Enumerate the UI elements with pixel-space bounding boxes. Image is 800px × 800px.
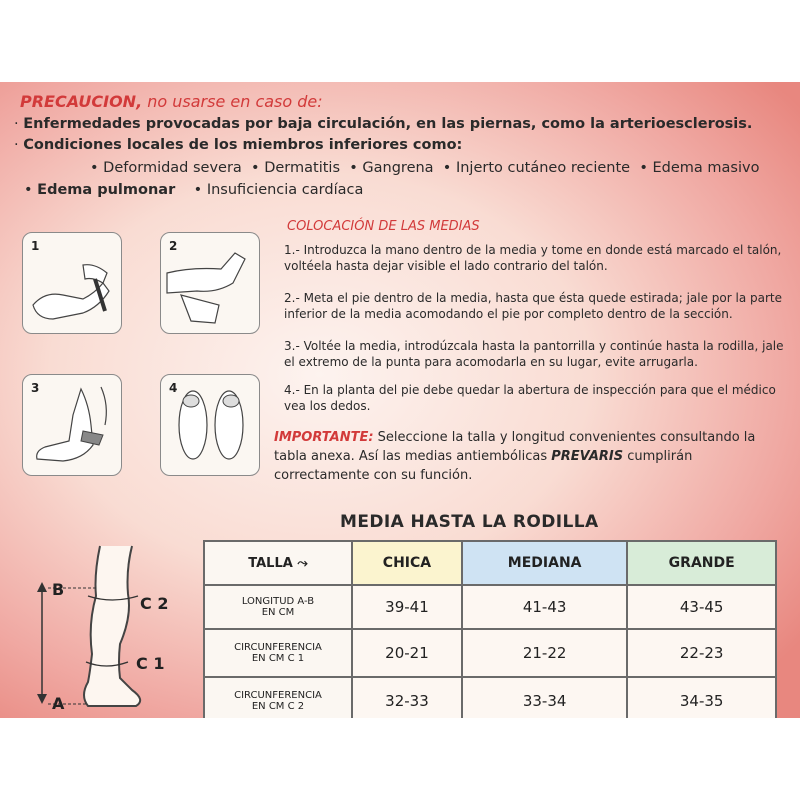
condition-item: Injerto cutáneo reciente bbox=[455, 160, 631, 176]
table-row bbox=[204, 585, 776, 629]
conditions-row-2: • Edema pulmonar • Insuficiencia cardíaca bbox=[24, 182, 364, 198]
table-cell: 34-35 bbox=[627, 677, 776, 718]
table-cell: 41-43 bbox=[462, 585, 627, 629]
leg-point-b: B bbox=[52, 580, 65, 599]
row-label: CIRCUNFERENCIA EN CM C 1 bbox=[204, 629, 352, 677]
panel-number: 2 bbox=[169, 239, 178, 253]
placement-heading: COLOCACIÓN DE LAS MEDIAS bbox=[287, 219, 480, 234]
table-cell: 20-21 bbox=[352, 629, 462, 677]
placement-step-4: 4.- En la planta del pie debe quedar la abertura de inspección para que el médico vea los dedos. bbox=[284, 383, 776, 413]
row-label: LONGITUD A-B EN CM bbox=[204, 585, 352, 629]
package-insert bbox=[0, 82, 800, 718]
leg-measurement-diagram bbox=[28, 544, 188, 718]
table-cell: 32-33 bbox=[352, 677, 462, 718]
size-header-mediana: MEDIANA bbox=[462, 541, 627, 585]
leg-c2-label: C 2 bbox=[140, 594, 169, 613]
size-table-title: MEDIA HASTA LA RODILLA bbox=[340, 512, 599, 532]
table-cell: 22-23 bbox=[627, 629, 776, 677]
table-cell: 33-34 bbox=[462, 677, 627, 718]
table-row bbox=[204, 677, 776, 718]
size-table-header-row bbox=[204, 541, 776, 585]
placement-step-3: 3.- Voltée la media, introdúzcala hasta la pantorrilla y continúe hasta la rodilla, jale el extremo de la punta para acomodarla en su lugar, evite arrugarla. bbox=[284, 339, 784, 369]
illustration-panel-3 bbox=[22, 374, 122, 476]
conditions-row-1: • Deformidad severa • Dermatitis • Gangrena • Injerto cutáneo reciente • Edema masivo bbox=[90, 160, 760, 176]
panel-number: 3 bbox=[31, 381, 40, 395]
illustration-panel-2 bbox=[160, 232, 260, 334]
important-note: IMPORTANTE: Seleccione la talla y longitud convenientes consultando la tabla anexa. Así las medias antiembólicas PREVARIS cumplirán correctamente con su función. bbox=[274, 430, 756, 483]
table-cell: 43-45 bbox=[627, 585, 776, 629]
table-cell: 39-41 bbox=[352, 585, 462, 629]
condition-item: Deformidad severa bbox=[103, 160, 242, 176]
placement-step-2: 2.- Meta el pie dentro de la media, hasta que ésta quede estirada; jale por la parte inferior de la media acomodando el pie por completo dentro de la sección. bbox=[284, 291, 782, 321]
leg-point-a: A bbox=[52, 694, 65, 713]
leg-c1-label: C 1 bbox=[136, 654, 165, 673]
panel-number: 4 bbox=[169, 381, 178, 395]
size-table bbox=[203, 540, 777, 718]
condition-item: Edema masivo bbox=[652, 160, 760, 176]
size-header-grande: GRANDE bbox=[627, 541, 776, 585]
size-header-chica: CHICA bbox=[352, 541, 462, 585]
panel-number: 1 bbox=[31, 239, 40, 253]
precaution-line-1: · Enfermedades provocadas por baja circulación, en las piernas, como la arterioesclerosis. bbox=[14, 116, 753, 132]
size-header-talla: TALLA ⤳ bbox=[204, 541, 352, 585]
row-label: CIRCUNFERENCIA EN CM C 2 bbox=[204, 677, 352, 718]
precaution-heading: PRECAUCION, no usarse en caso de: bbox=[20, 92, 323, 111]
illustration-panel-1 bbox=[22, 232, 122, 334]
condition-item: Dermatitis bbox=[264, 160, 341, 176]
condition-item: Gangrena bbox=[362, 160, 434, 176]
illustration-panel-4 bbox=[160, 374, 260, 476]
table-row bbox=[204, 629, 776, 677]
placement-step-1: 1.- Introduzca la mano dentro de la media y tome en donde está marcado el talón, voltéela hasta dejar visible el lado contrario del talón. bbox=[284, 243, 782, 273]
precaution-line-2: · Condiciones locales de los miembros inferiores como: bbox=[14, 137, 463, 153]
table-cell: 21-22 bbox=[462, 629, 627, 677]
condition-item: Edema pulmonar bbox=[37, 182, 176, 198]
condition-item: Insuficiencia cardíaca bbox=[206, 182, 364, 198]
